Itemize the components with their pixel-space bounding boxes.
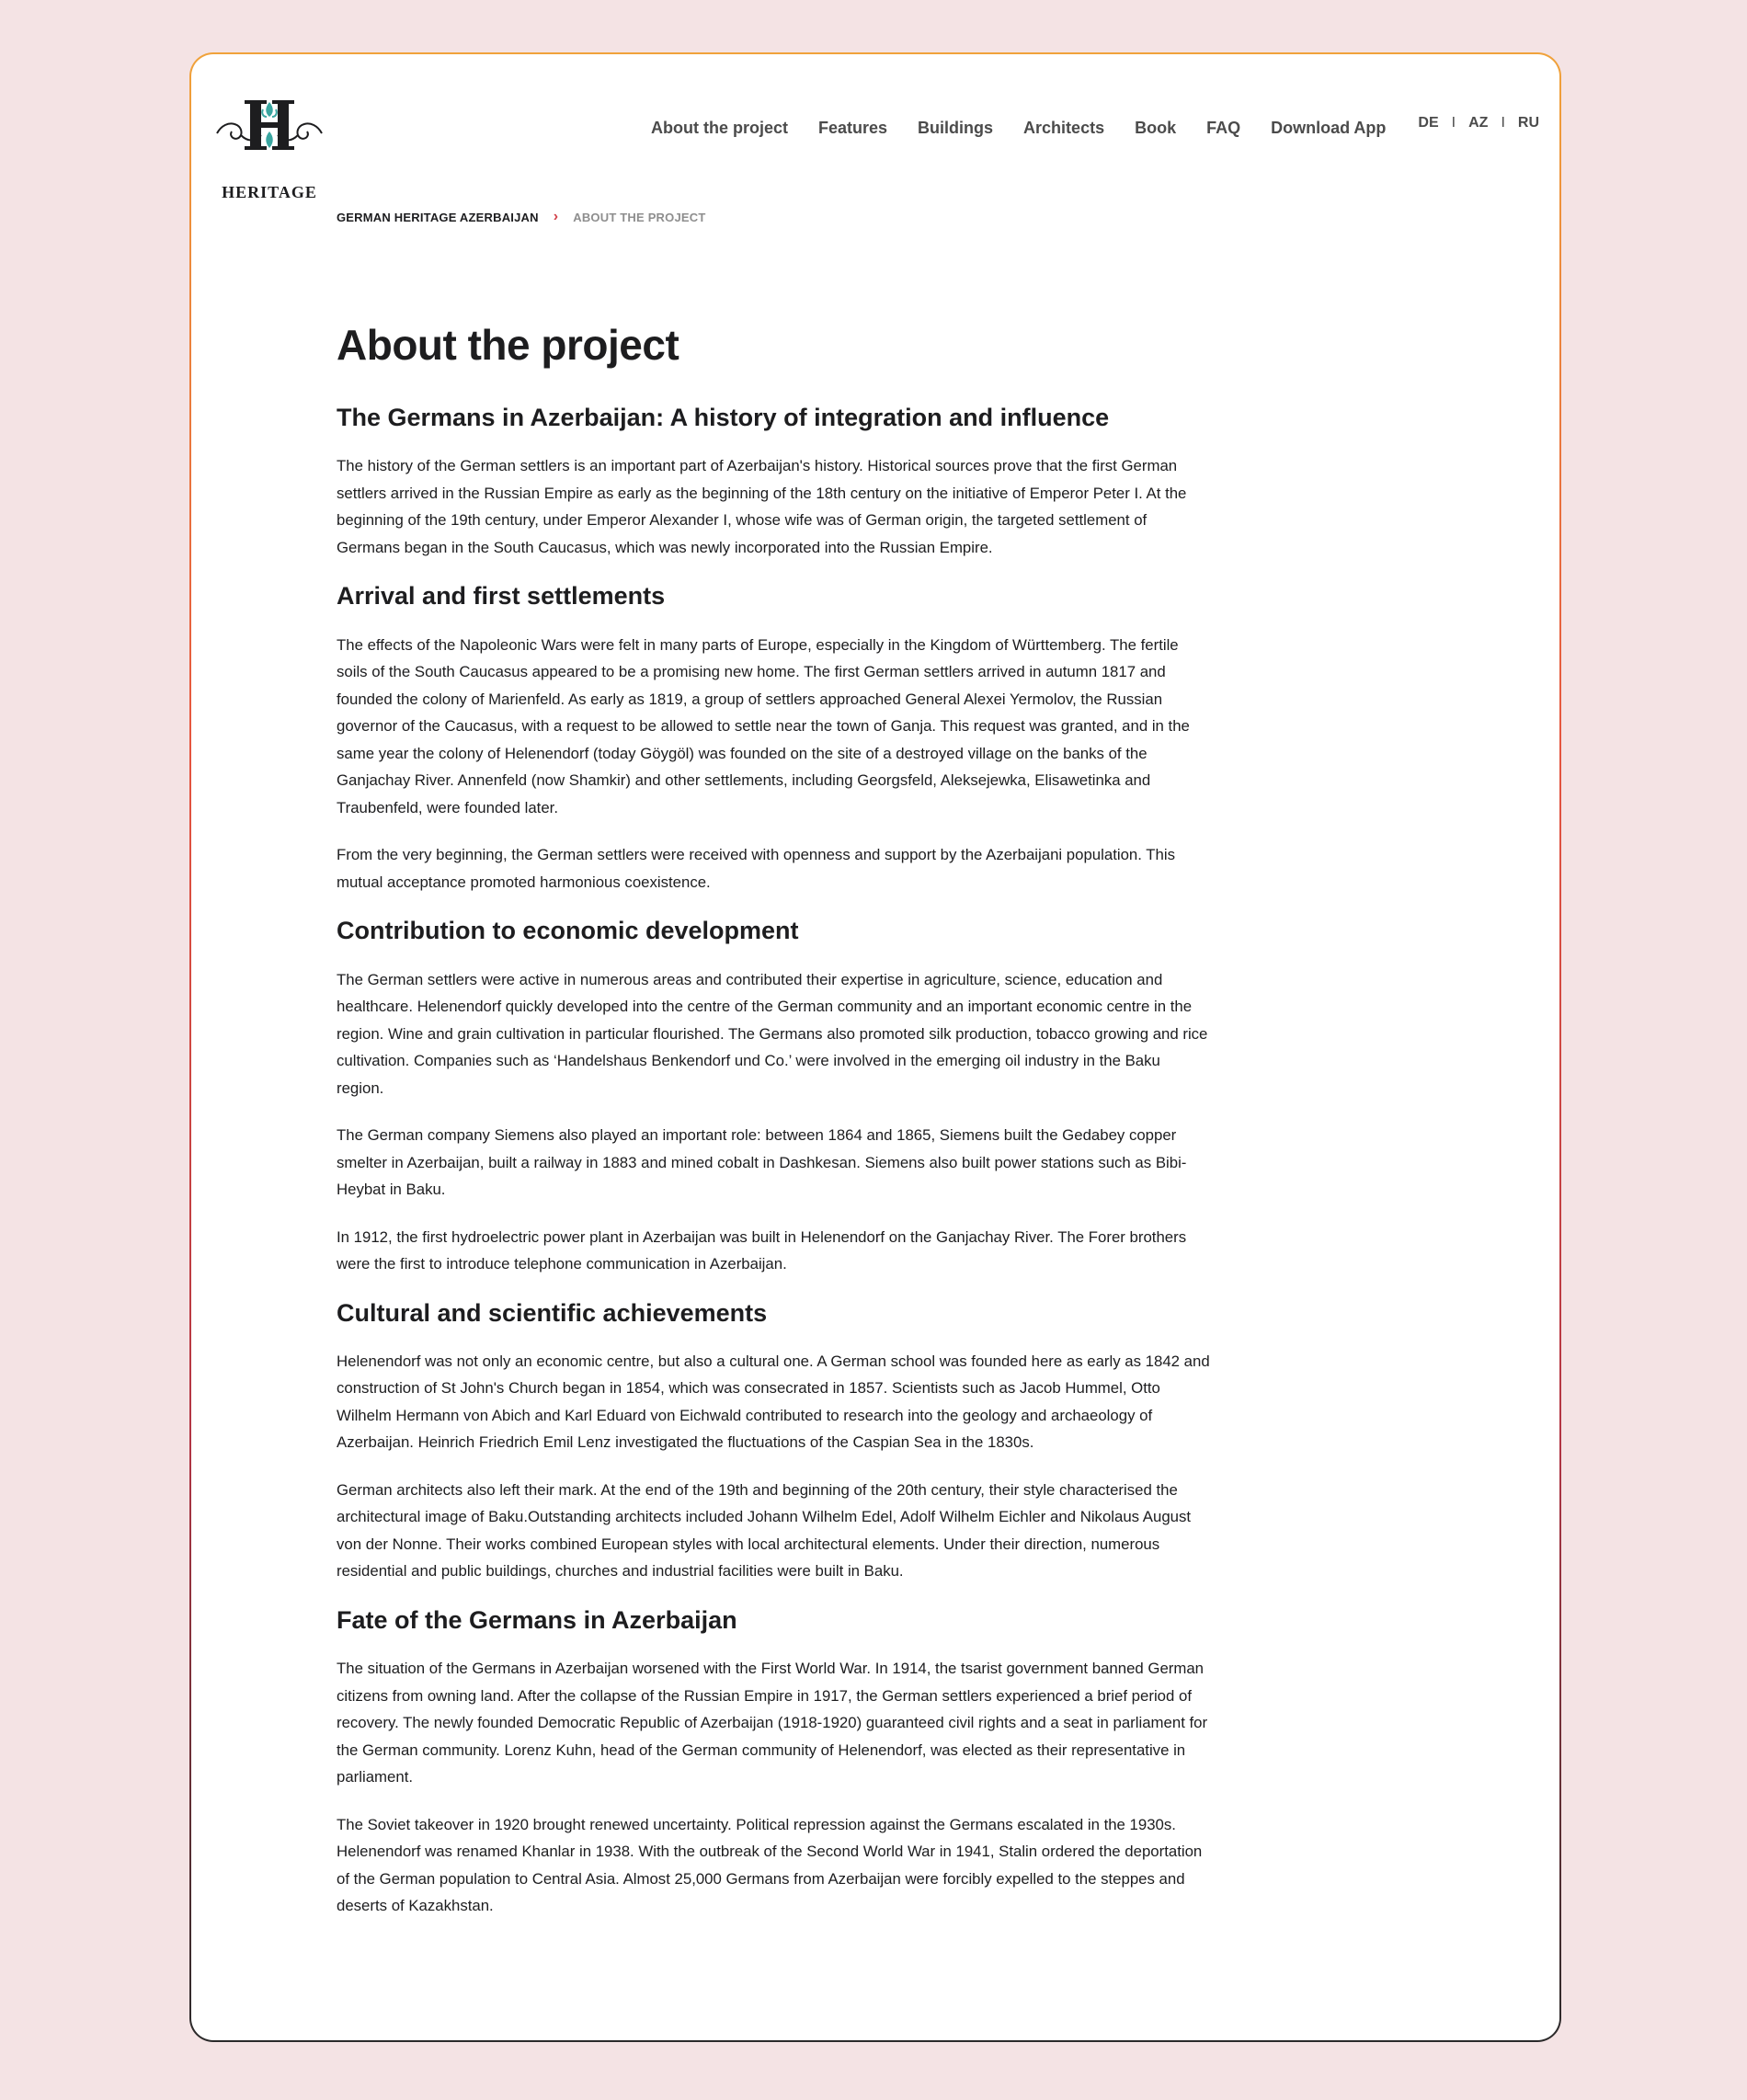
section-heading: Fate of the Germans in Azerbaijan <box>337 1605 737 1634</box>
section-paragraph: The German company Siemens also played an important role: between 1864 and 1865, Siemens built the Gedabey copper smelter in Azerbaijan, built a railway in 1883 and mined cobalt in Dashkesan. Siemens also built power stations such as Bibi-Heybat in Baku. <box>337 1126 1187 1199</box>
section-heading: Contribution to economic development <box>337 917 799 945</box>
breadcrumb-home-link[interactable]: GERMAN HERITAGE AZERBAIJAN <box>337 210 539 224</box>
breadcrumb-separator-icon: › <box>553 209 559 224</box>
nav-item-book[interactable]: Book <box>1135 119 1177 137</box>
section-heading: The Germans in Azerbaijan: A history of integration and influence <box>337 403 1110 431</box>
section-paragraph: From the very beginning, the German settlers were received with openness and support by the Azerbaijani population. This mutual acceptance promoted harmonious coexistence. <box>337 846 1175 891</box>
section-heading: Cultural and scientific achievements <box>337 1298 768 1327</box>
content-card <box>191 54 1559 2040</box>
page-frame <box>189 52 1561 2042</box>
breadcrumb-current: ABOUT THE PROJECT <box>573 210 706 224</box>
section-paragraph: The German settlers were active in numerous areas and contributed their expertise in agriculture, science, education and healthcare. Helenendorf quickly developed into the centre of the German community and an important economic centre in the region. Wine and grain cultivation in particular flourished. The Germans also promoted silk production, tobacco growing and rice cultivation. Companies such as ‘Handelshaus Benkendorf und Co.’ were involved in the emerging oil industry in the Baku region. <box>337 970 1208 1097</box>
logo-text: HERITAGE <box>222 183 317 201</box>
language-switcher <box>1418 115 1539 131</box>
nav-item-features[interactable]: Features <box>818 119 888 137</box>
main-nav <box>651 119 1386 138</box>
language-de[interactable]: DE <box>1418 115 1439 131</box>
heritage-h-monogram-icon <box>210 89 329 181</box>
section-paragraph: German architects also left their mark. At the end of the 19th and beginning of the 20th century, their style characterised the architectural image of Baku.Outstanding architects included Johann Wilhelm Edel, Adolf Wilhelm Eichler and Nikolaus August von der Nonne. Their works combined European styles with local architectural elements. Under their direction, numerous residential and public buildings, churches and industrial facilities were built in Baku. <box>337 1480 1192 1581</box>
article-section <box>337 1605 1210 1920</box>
article-section <box>337 916 1210 1277</box>
article-section <box>337 581 1210 896</box>
language-ru[interactable]: RU <box>1517 115 1539 131</box>
language-separator: I <box>1501 115 1505 131</box>
section-paragraph: Helenendorf was not only an economic centre, but also a cultural one. A German school was founded here as early as 1842 and construction of St John's Church began in 1854, which was consecrated in 1857. Scientists such as Jacob Hummel, Otto Wilhelm Hermann von Abich and Karl Eduard von Eichwald contributed to research into the geology and archaeology of Azerbaijan. Heinrich Friedrich Emil Lenz investigated the fluctuations of the Caspian Sea in the 1830s. <box>337 1352 1210 1452</box>
breadcrumb <box>337 209 706 225</box>
section-paragraph: The effects of the Napoleonic Wars were felt in many parts of Europe, especially in the Kingdom of Württemberg. The fertile soils of the South Caucasus appeared to be a promising new home. The first German settlers arrived in autumn 1817 and founded the colony of Marienfeld. As early as 1819, a group of settlers approached General Alexei Yermolov, the Russian governor of the Caucasus, with a request to be allowed to settle near the town of Ganja. This request was granted, and in the same year the colony of Helenendorf (today Göygöl) was founded on the site of a destroyed village on the banks of the Ganjachay River. Annenfeld (now Shamkir) and other settlements, including Georgsfeld, Aleksejewka, Elisawetinka and Traubenfeld, were founded later. <box>337 635 1190 816</box>
section-paragraph: In 1912, the first hydroelectric power plant in Azerbaijan was built in Helenendorf on the Ganjachay River. The Forer brothers were the first to introduce telephone communication in Azerbaijan. <box>337 1227 1187 1273</box>
page-title: About the project <box>337 321 679 369</box>
section-paragraph: The history of the German settlers is an important part of Azerbaijan's history. Historical sources prove that the first German settlers arrived in the Russian Empire as early as the beginning of the 18th century on the initiative of Emperor Peter I. At the beginning of the 19th century, under Emperor Alexander I, whose wife was of German origin, the targeted settlement of Germans began in the South Caucasus, which was newly incorporated into the Russian Empire. <box>337 457 1187 556</box>
nav-item-faq[interactable]: FAQ <box>1206 119 1241 137</box>
section-paragraph: The situation of the Germans in Azerbaijan worsened with the First World War. In 1914, the tsarist government banned German citizens from owning land. After the collapse of the Russian Empire in 1917, the German settlers experienced a brief period of recovery. The newly founded Democratic Republic of Azerbaijan (1918-1920) guaranteed civil rights and a seat in parliament for the German community. Lorenz Kuhn, head of the German community of Helenendorf, was elected as their representative in parliament. <box>337 1660 1208 1786</box>
section-paragraph: The Soviet takeover in 1920 brought renewed uncertainty. Political repression against the Germans escalated in the 1930s. Helenendorf was renamed Khanlar in 1938. With the outbreak of the Second World War in 1941, Stalin ordered the deportation of the German population to Central Asia. Almost 25,000 Germans from Azerbaijan were forcibly expelled to the steppes and deserts of Kazakhstan. <box>337 1815 1203 1915</box>
section-heading: Arrival and first settlements <box>337 582 666 611</box>
article-section <box>337 1298 1210 1585</box>
site-logo[interactable] <box>210 89 329 201</box>
language-az[interactable]: AZ <box>1468 115 1489 131</box>
main-content <box>337 321 1210 1940</box>
nav-item-download-app[interactable]: Download App <box>1271 119 1387 137</box>
article-section <box>337 403 1210 561</box>
article-sections <box>337 403 1210 1920</box>
nav-item-architects[interactable]: Architects <box>1023 119 1105 137</box>
language-separator: I <box>1451 115 1456 131</box>
nav-item-about-the-project[interactable]: About the project <box>651 119 788 137</box>
nav-item-buildings[interactable]: Buildings <box>918 119 994 137</box>
